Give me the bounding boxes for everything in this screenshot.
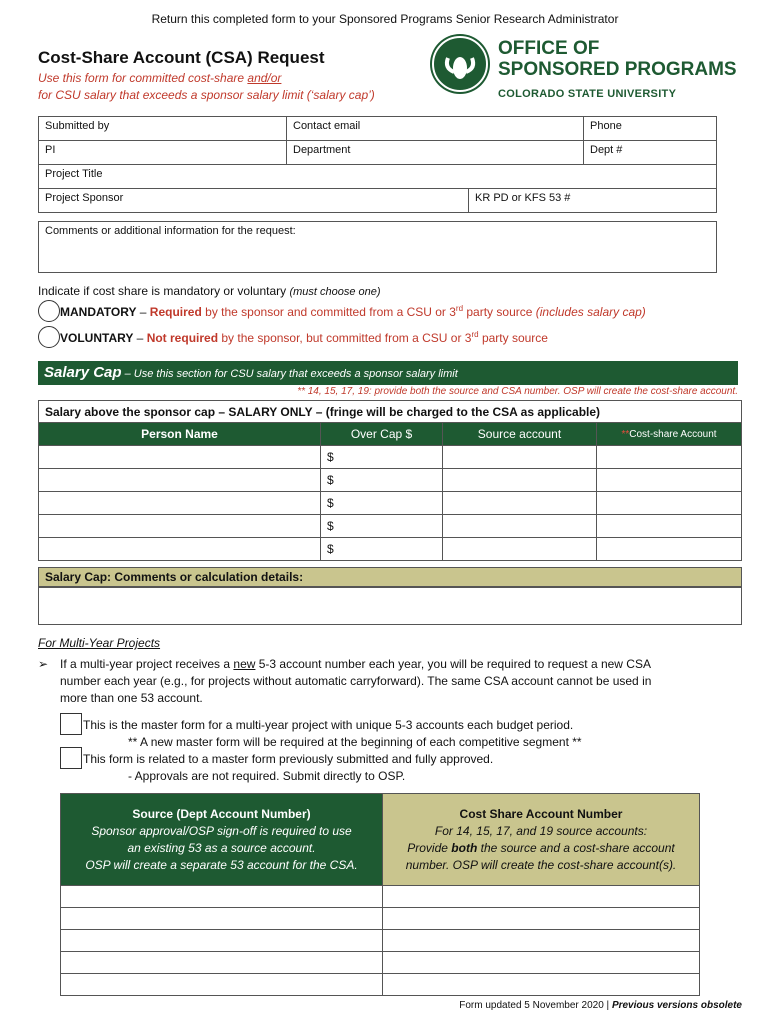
salary-cap-comments-heading: Salary Cap: Comments or calculation details: [38, 567, 742, 587]
includes-salary-cap-note: (includes salary cap) [535, 305, 646, 319]
csa-cell[interactable] [597, 446, 742, 469]
form-subtitle [38, 70, 375, 104]
table-row [39, 515, 742, 538]
requester-info-table [38, 116, 717, 165]
voluntary-desc: by the sponsor, but committed from a CSU or 3 [218, 331, 472, 345]
multi-year-paragraph [38, 656, 698, 707]
comments-field[interactable]: Comments or additional information for the request: [38, 221, 717, 273]
salary-cap-table-heading: Salary above the sponsor cap – SALARY ONLY – (fringe will be charged to the CSA as applicable) [38, 400, 742, 422]
source-account-cell[interactable] [61, 886, 383, 908]
salary-cap-subtitle: – Use this section for CSU salary that exceeds a sponsor salary limit [121, 368, 458, 380]
cost-share-number-cell[interactable] [383, 974, 700, 996]
header-both: both [451, 840, 478, 855]
superscript: rd [471, 330, 479, 339]
salary-cap-note: ** 14, 15, 17, 19: provide both the source and CSA number. OSP will create the cost-share account. [297, 386, 738, 397]
salary-cap-table-container [38, 400, 742, 561]
project-sponsor-field[interactable]: Project Sponsor [39, 189, 469, 213]
pi-field[interactable]: PI [39, 141, 287, 165]
arrow-bullet-icon: ➢ [38, 657, 49, 671]
para-text: more than one 53 account. [60, 691, 203, 705]
person-name-cell[interactable] [39, 446, 321, 469]
table-row [39, 538, 742, 561]
superscript: rd [455, 304, 464, 313]
source-account-cell[interactable] [61, 974, 383, 996]
csa-cell[interactable] [597, 538, 742, 561]
table-row [61, 974, 700, 996]
header-line: Sponsor approval/OSP sign-off is required to use [91, 823, 352, 838]
header-title: Cost Share Account Number [459, 806, 623, 821]
salary-cap-comments-field[interactable] [38, 587, 742, 625]
related-form-label: This form is related to a master form previously submitted and fully approved. [83, 752, 494, 766]
voluntary-label: VOLUNTARY [60, 331, 134, 345]
dept-number-field[interactable]: Dept # [584, 141, 717, 165]
project-info-table [38, 164, 717, 213]
logo-line: OFFICE OF [498, 38, 600, 59]
source-account-cell[interactable] [443, 538, 597, 561]
master-form-label: This is the master form for a multi-year project with unique 5-3 accounts each budget period. [83, 718, 574, 732]
over-cap-cell[interactable]: $ [321, 446, 443, 469]
para-text: number each year (e.g., for projects without automatic carryforward). The same CSA account cannot be used in [60, 674, 652, 688]
stars: ** [621, 428, 630, 440]
over-cap-cell[interactable]: $ [321, 492, 443, 515]
footer-updated: Form updated 5 November 2020 | [459, 1000, 612, 1011]
multi-year-heading: For Multi-Year Projects [38, 636, 161, 650]
return-instructions: Return this completed form to your Sponsored Programs Senior Research Administrator [151, 12, 619, 26]
mandatory-desc: by the sponsor and committed from a CSU or 3 [201, 305, 456, 319]
source-account-header [61, 794, 383, 886]
submitted-by-field[interactable]: Submitted by [39, 117, 287, 141]
cost-share-number-cell[interactable] [383, 908, 700, 930]
csa-cell[interactable] [597, 492, 742, 515]
source-account-cell[interactable] [443, 515, 597, 538]
mandatory-label: MANDATORY [60, 305, 137, 319]
dash: – [136, 305, 150, 319]
table-row [61, 886, 700, 908]
subtitle-and-or: and/or [247, 71, 282, 85]
header-line: For 14, 15, 17, and 19 source accounts: [434, 823, 648, 838]
table-row [39, 446, 742, 469]
form-footer [459, 1000, 742, 1011]
form-title: Cost-Share Account (CSA) Request [38, 48, 325, 67]
person-name-cell[interactable] [39, 515, 321, 538]
person-name-cell[interactable] [39, 469, 321, 492]
col-person-name: Person Name [39, 423, 321, 446]
header-line: an existing 53 as a source account. [127, 840, 316, 855]
subtitle-part: Use this form for committed cost-share [38, 71, 248, 85]
voluntary-radio[interactable] [38, 326, 60, 348]
logo-line: SPONSORED PROGRAMS [498, 59, 737, 80]
para-text: If a multi-year project receives a [60, 657, 234, 671]
header-line: Provide [407, 840, 452, 855]
csa-cell[interactable] [597, 469, 742, 492]
cost-share-type-prompt [38, 284, 381, 298]
master-form-note: ** A new master form will be required at the beginning of each competitive segment ** [128, 735, 582, 749]
over-cap-cell[interactable]: $ [321, 469, 443, 492]
prompt-text: Indicate if cost share is mandatory or voluntary [38, 284, 290, 298]
kr-pd-field[interactable]: KR PD or KFS 53 # [469, 189, 717, 213]
header-line: number. OSP will create the cost-share account(s). [405, 857, 677, 872]
table-row [39, 469, 742, 492]
csu-ram-logo-icon [430, 34, 490, 94]
para-new: new [233, 657, 256, 671]
cost-share-number-cell[interactable] [383, 886, 700, 908]
voluntary-option-label [60, 330, 548, 345]
mandatory-option-label [60, 304, 646, 319]
col-label: Cost-share Account [629, 428, 717, 440]
related-form-checkbox[interactable] [60, 747, 82, 769]
csu-logo-text: COLORADO STATE UNIVERSITY [498, 88, 677, 100]
person-name-cell[interactable] [39, 538, 321, 561]
not-required-text: Not required [146, 331, 219, 345]
mandatory-radio[interactable] [38, 300, 60, 322]
table-row [61, 930, 700, 952]
related-form-note: - Approvals are not required. Submit directly to OSP. [128, 769, 406, 783]
subtitle-part: for CSU salary that exceeds a sponsor salary limit (‘salary cap’) [38, 88, 375, 102]
over-cap-cell[interactable]: $ [321, 538, 443, 561]
table-row [39, 492, 742, 515]
table-row [61, 952, 700, 974]
cost-share-account-header [383, 794, 700, 886]
master-form-checkbox[interactable] [60, 713, 82, 735]
source-account-cell[interactable] [443, 492, 597, 515]
mandatory-desc-end: party source [463, 305, 536, 319]
voluntary-desc-end: party source [478, 331, 548, 345]
col-over-cap: Over Cap $ [321, 423, 443, 446]
osp-logo-text [498, 38, 737, 80]
required-text: Required [149, 305, 202, 319]
department-field[interactable]: Department [287, 141, 584, 165]
cost-share-number-cell[interactable] [383, 930, 700, 952]
col-cost-share-account [597, 423, 742, 446]
source-account-cell[interactable] [443, 446, 597, 469]
header-title: Source (Dept Account Number) [132, 806, 311, 821]
header-line: the source and a cost-share account [477, 840, 675, 855]
table-row [61, 908, 700, 930]
header-line: OSP will create a separate 53 account for the CSA. [85, 857, 358, 872]
project-title-field[interactable]: Project Title [39, 165, 717, 189]
salary-cap-section-header [38, 361, 738, 385]
csa-cell[interactable] [597, 515, 742, 538]
must-choose-note: (must choose one) [289, 286, 381, 298]
dash: – [133, 331, 147, 345]
source-account-cell[interactable] [61, 908, 383, 930]
salary-cap-table [38, 422, 742, 561]
phone-field[interactable]: Phone [584, 117, 717, 141]
col-source-account: Source account [443, 423, 597, 446]
contact-email-field[interactable]: Contact email [287, 117, 584, 141]
source-account-cell[interactable] [61, 952, 383, 974]
footer-obsolete: Previous versions obsolete [611, 1000, 742, 1011]
salary-cap-title: Salary Cap [44, 364, 122, 381]
account-numbers-table [60, 793, 700, 996]
cost-share-number-cell[interactable] [383, 952, 700, 974]
source-account-cell[interactable] [443, 469, 597, 492]
para-text: 5-3 account number each year, you will be required to request a new CSA [255, 657, 651, 671]
over-cap-cell[interactable]: $ [321, 515, 443, 538]
person-name-cell[interactable] [39, 492, 321, 515]
source-account-cell[interactable] [61, 930, 383, 952]
